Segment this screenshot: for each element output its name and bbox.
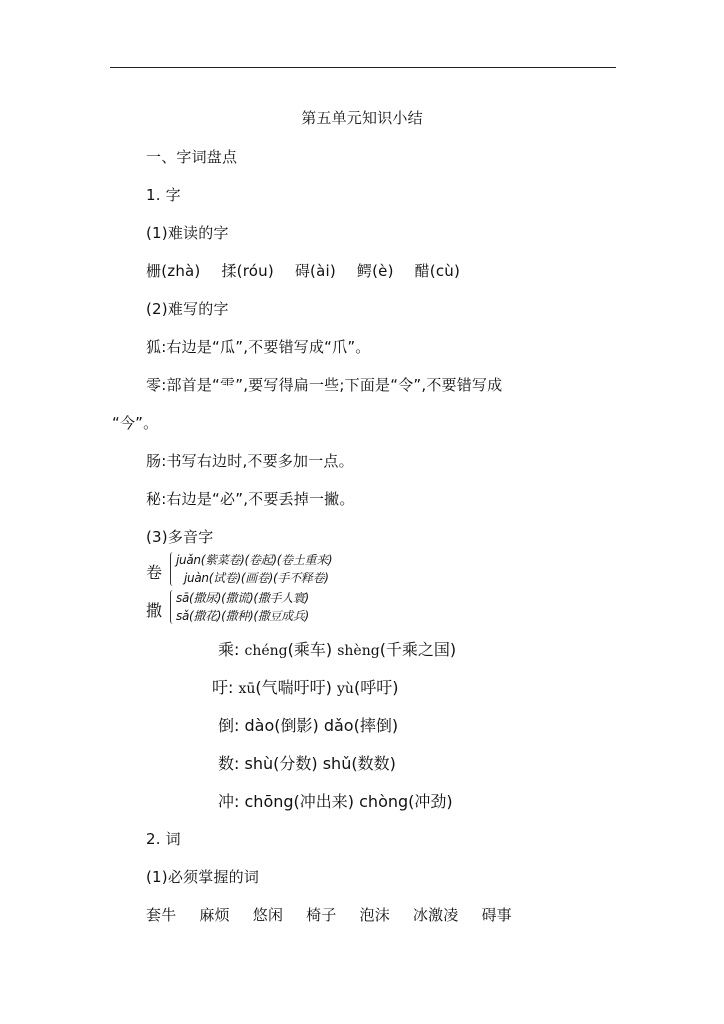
reading-row: sā(撒尿)(撒谎)(撒手人寰): [176, 591, 309, 605]
word-item: 椅子: [306, 906, 337, 924]
subsection-heading: 1. 字: [146, 186, 181, 204]
polyphone-char: 撒: [146, 601, 163, 620]
hard-write-note-continued: “今”。: [112, 414, 159, 432]
header-rule: [110, 67, 616, 68]
polyphone-char: 数:: [218, 754, 240, 773]
polyphone-char: 倒:: [218, 716, 240, 735]
example-word: (呼吁): [353, 678, 399, 697]
pinyin: yù: [337, 681, 354, 697]
subsection-heading: 2. 词: [146, 830, 181, 848]
must-words-heading: (1)必须掌握的词: [146, 868, 260, 886]
reading-row: juàn(试卷)(画卷)(手不释卷): [184, 571, 329, 585]
word-item: 冰激凌: [412, 906, 459, 924]
reading-row: juǎn(紫菜卷)(卷起)(卷土重来): [176, 553, 333, 567]
hard-read-item: 揉(róu): [221, 262, 274, 280]
example-word: (乘车): [287, 640, 333, 659]
page-title: 第五单元知识小结: [301, 109, 423, 127]
word-item: 麻烦: [199, 906, 230, 924]
section-heading: 一、字词盘点: [146, 148, 238, 166]
polyphone-char: 冲:: [218, 792, 240, 811]
polyphone-line: [218, 789, 453, 812]
reading-row: sǎ(撒花)(撒种)(撒豆成兵): [176, 609, 309, 623]
example-word: (千乘之国): [379, 640, 457, 659]
hard-read-item: 醋(cù): [414, 262, 461, 280]
hard-read-heading: (1)难读的字: [146, 224, 229, 242]
pinyin: dǎo: [323, 716, 354, 735]
word-item: 泡沫: [359, 906, 390, 924]
polyphone-heading: (3)多音字: [146, 528, 214, 546]
polyphone-char: 乘:: [218, 640, 240, 659]
example-word: (数数): [351, 754, 396, 773]
hard-read-item: 栅(zhà): [146, 262, 201, 280]
hard-read-item: 鳄(è): [356, 262, 394, 280]
hard-read-list: [146, 260, 476, 281]
polyphone-line: [218, 751, 396, 774]
pinyin: chòng: [359, 792, 409, 811]
pinyin: xū: [238, 681, 256, 697]
example-word: (冲出来): [293, 792, 355, 811]
pinyin: shù: [244, 754, 274, 773]
pinyin: dào: [244, 716, 275, 735]
hard-write-heading: (2)难写的字: [146, 300, 229, 318]
polyphone-line: [212, 675, 398, 698]
polyphone-line: [218, 637, 456, 660]
hard-read-item: 碍(ài): [294, 262, 336, 280]
hard-write-note: 肠:书写右边时,不要多加一点。: [146, 452, 354, 470]
word-item: 悠闲: [252, 906, 284, 924]
example-word: (分数): [273, 754, 318, 773]
pinyin: shèng: [337, 643, 380, 659]
word-item: 碍事: [481, 906, 512, 924]
example-word: (气喘吁吁): [255, 678, 332, 697]
hard-write-note: 秘:右边是“必”,不要丢掉一撇。: [146, 490, 355, 508]
pinyin: shǔ: [322, 754, 352, 773]
must-words-list: [146, 904, 530, 925]
example-word: (倒影): [274, 716, 319, 735]
hard-write-note: 狐:右边是“瓜”,不要错写成“爪”。: [146, 338, 371, 356]
polyphone-char: 吁:: [212, 678, 234, 697]
example-word: (冲劲): [408, 792, 453, 811]
polyphone-char: 卷: [146, 563, 163, 582]
example-word: (摔倒): [353, 716, 399, 735]
hard-write-note: 零:部首是“⻗”,要写得扁一些;下面是“令”,不要错写成: [146, 376, 503, 394]
word-item: 套牛: [146, 906, 177, 924]
pinyin: chéng: [244, 643, 288, 659]
pinyin: chōng: [244, 792, 294, 811]
polyphone-line: [218, 713, 398, 736]
